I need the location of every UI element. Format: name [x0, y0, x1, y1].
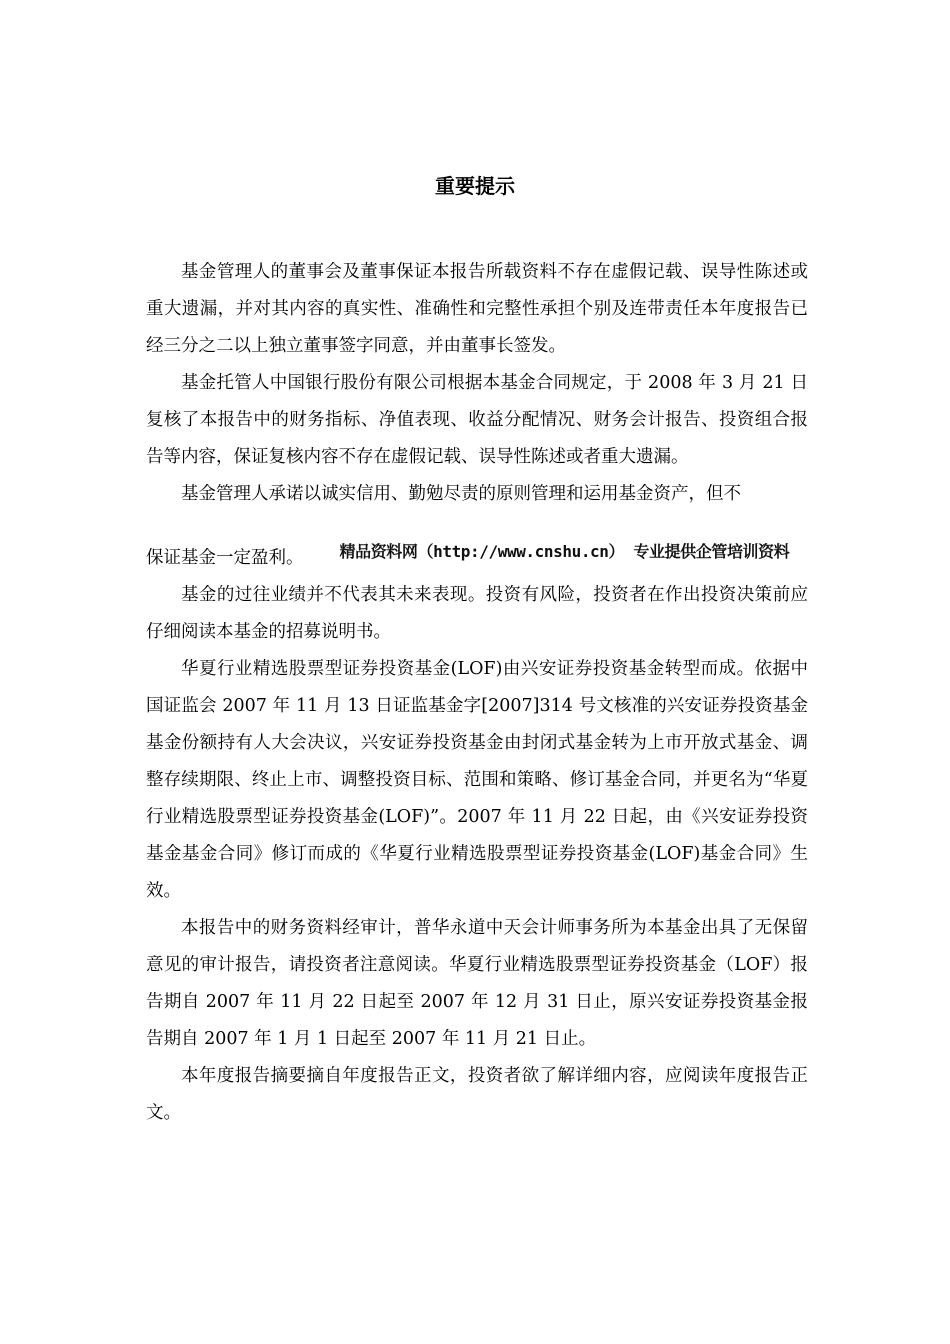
- paragraph-audit: 本报告中的财务资料经审计，普华永道中天会计师事务所为本基金出具了无保留意见的审计报告，请投资者注意阅读。华夏行业精选股票型证券投资基金（LOF）报告期自 2007 年 11 月 22 日起至 2007 年 12 月 31 日止，原兴安证券投资基金报告期自 2007 年 1 月 1 日起至 2007 年 11 月 21 日止。: [146, 918, 808, 1049]
- paragraph-commitment-line2: 保证基金一定盈利。: [146, 548, 304, 568]
- document-body: [146, 254, 808, 1132]
- paragraph-risk-warning: 基金的过往业绩并不代表其未来表现。投资有风险，投资者在作出投资决策前应仔细阅读本基金的招募说明书。: [146, 585, 808, 642]
- paragraph-summary-note: 本年度报告摘要摘自年度报告正文，投资者欲了解详细内容，应阅读年度报告正文。: [146, 1066, 808, 1123]
- page-title: 重要提示: [435, 174, 515, 198]
- paragraph-custodian-review: 基金托管人中国银行股份有限公司根据本基金合同规定，于 2008 年 3 月 21 日复核了本报告中的财务指标、净值表现、收益分配情况、财务会计报告、投资组合报告等内容，保证复核内容不存在虚假记载、误导性陈述或者重大遗漏。: [146, 373, 808, 467]
- paragraph-manager-commitment: [146, 476, 808, 577]
- paragraph-commitment-line1: 基金管理人承诺以诚实信用、勤勉尽责的原则管理和运用基金资产，但不: [181, 484, 741, 504]
- paragraph-fund-transformation: 华夏行业精选股票型证券投资基金(LOF)由兴安证券投资基金转型而成。依据中国证监会 2007 年 11 月 13 日证监基金字[2007]314 号文核准的兴安证券投资基金基金份额持有人大会决议，兴安证券投资基金由封闭式基金转为上市开放式基金、调整存续期限、终止上市、调整投资目标、范围和策略、修订基金合同，并更名为“华夏行业精选股票型证券投资基金(LOF)”。2007 年 11 月 22 日起，由《兴安证券投资基金基金合同》修订而成的《华夏行业精选股票型证券投资基金(LOF)基金合同》生效。: [146, 659, 808, 901]
- watermark-banner: 精品资料网（http://www.cnshu.cn） 专业提供企管培训资料: [339, 542, 790, 561]
- paragraph-manager-statement: 基金管理人的董事会及董事保证本报告所载资料不存在虚假记载、误导性陈述或重大遗漏，并对其内容的真实性、准确性和完整性承担个别及连带责任本年度报告已经三分之二以上独立董事签字同意，并由董事长签发。: [146, 262, 808, 356]
